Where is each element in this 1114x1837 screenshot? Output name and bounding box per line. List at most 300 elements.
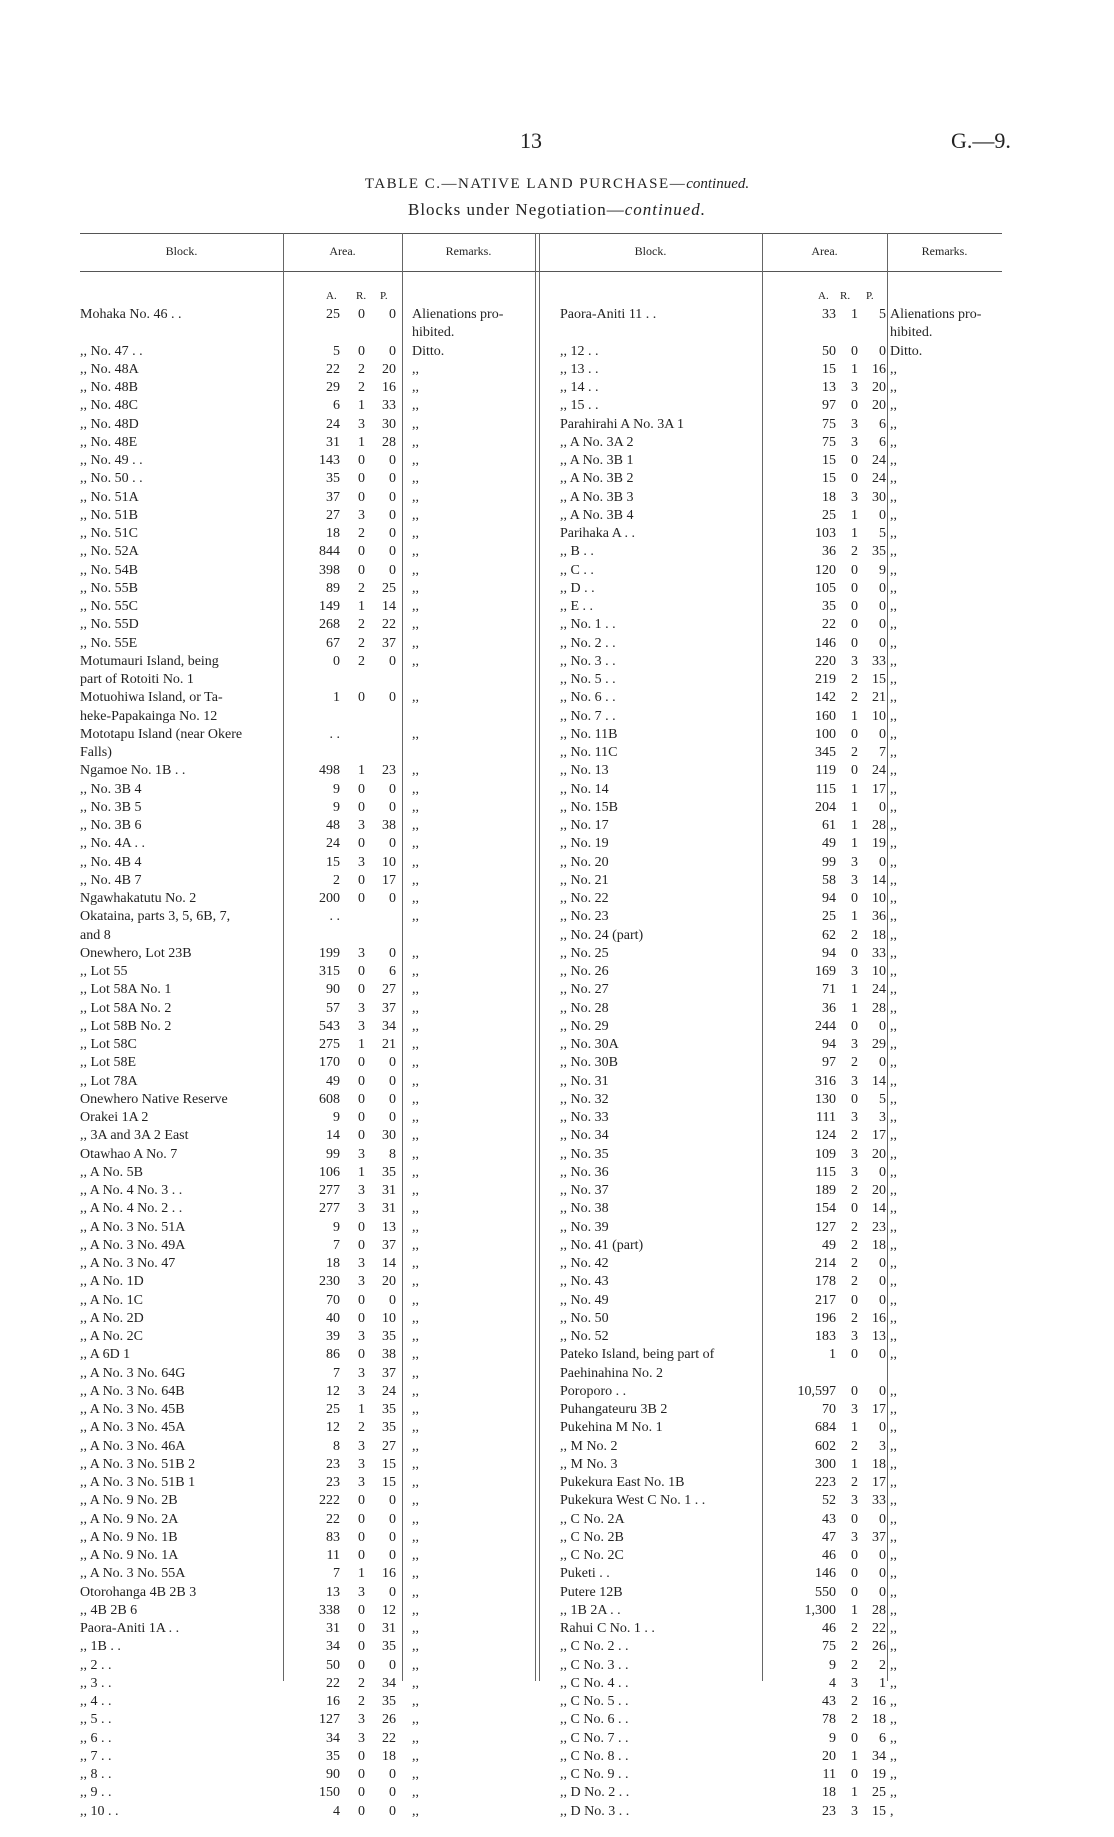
remarks-cell: ,, (412, 1219, 419, 1235)
table-row (0, 397, 540, 415)
block-cell: ,, A No. 3 No. 47 (80, 1256, 176, 1271)
roods-cell: 1 (851, 1420, 858, 1436)
table-row (540, 1620, 1114, 1638)
perches-cell: 17 (872, 781, 886, 797)
table-row (540, 324, 1114, 342)
roods-cell: 0 (358, 1785, 365, 1801)
remarks-cell: ,, (890, 1456, 897, 1472)
roods-cell: 0 (358, 544, 365, 560)
table-row (0, 653, 540, 671)
block-cell: ,, D No. 3 . . (560, 1803, 630, 1819)
acres-cell: 154 (815, 1201, 836, 1217)
block-cell: ,, C No. 8 . . (560, 1748, 629, 1764)
acres-cell: . . (329, 726, 340, 742)
remarks-cell: ,, (890, 1055, 897, 1071)
perches-cell: 0 (389, 1785, 396, 1801)
roods-cell: 2 (358, 361, 365, 377)
table-row (0, 1711, 540, 1729)
table-row (540, 799, 1114, 817)
remarks-cell: ,, (890, 781, 897, 797)
roods-cell: 0 (851, 635, 858, 651)
roods-cell: 3 (358, 1183, 365, 1198)
perches-cell: 29 (872, 1037, 886, 1052)
table-row (540, 1748, 1114, 1766)
acres-cell: 14 (326, 1128, 340, 1144)
perches-cell: 17 (872, 1128, 886, 1144)
perches-cell: 33 (382, 398, 396, 414)
acres-cell: 99 (822, 854, 836, 870)
roods-cell: 3 (358, 1329, 365, 1344)
roods-cell: 0 (851, 1292, 858, 1308)
block-cell: Onewhero Native Reserve (80, 1091, 228, 1107)
table-row (540, 1492, 1114, 1510)
acres-cell: 47 (822, 1529, 836, 1545)
remarks-cell: ,, (412, 1639, 419, 1655)
acres-cell: 120 (815, 562, 836, 578)
perches-cell: 24 (872, 471, 886, 487)
acres-cell: 24 (326, 836, 340, 852)
remarks-cell: ,, (890, 1785, 897, 1801)
table-row (0, 525, 540, 543)
block-cell: ,, No. 35 (560, 1146, 609, 1162)
acres-cell: 31 (326, 1621, 340, 1636)
table-title (0, 176, 1114, 193)
table-row (0, 470, 540, 488)
perches-cell: 30 (382, 1128, 396, 1144)
block-cell: ,, No. 30B (560, 1055, 618, 1071)
perches-cell: 0 (389, 489, 396, 505)
block-cell: ,, No. 13 (560, 763, 609, 779)
remarks-cell: ,, (412, 799, 419, 815)
acres-cell: 230 (319, 1274, 340, 1290)
table-row (540, 1255, 1114, 1273)
table-row (540, 379, 1114, 397)
remarks-cell: ,, (890, 617, 897, 633)
block-cell: ,, A No. 3 No. 51A (80, 1219, 186, 1235)
remarks-cell: ,, (412, 1493, 419, 1509)
perches-cell: 14 (872, 1073, 886, 1089)
block-cell: ,, 6 . . (80, 1730, 112, 1746)
block-cell: ,, No. 55C (80, 599, 138, 614)
remarks-cell: ,, (890, 453, 897, 468)
roods-cell: 2 (851, 1183, 858, 1198)
acres-cell: 189 (815, 1183, 836, 1198)
perches-cell: 23 (872, 1219, 886, 1235)
table-row (0, 452, 540, 470)
block-cell: ,, A No. 1D (80, 1274, 144, 1290)
block-cell: ,, Lot 58E (80, 1055, 136, 1071)
perches-cell: 0 (389, 653, 396, 669)
perches-cell: 0 (389, 1584, 396, 1600)
remarks-cell: ,, (890, 799, 897, 815)
block-cell: ,, A No. 3B 2 (560, 471, 634, 487)
perches-cell: 0 (879, 1383, 886, 1399)
remarks-cell: ,, (412, 1237, 419, 1253)
block-cell: ,, No. 27 (560, 982, 609, 998)
acres-cell: 97 (822, 398, 836, 414)
remarks-cell: ,, (412, 1675, 419, 1691)
roods-cell: 3 (358, 1146, 365, 1162)
table-row (0, 890, 540, 908)
roods-cell: 2 (358, 1675, 365, 1691)
table-row (540, 1000, 1114, 1018)
roods-cell: 3 (358, 1475, 365, 1490)
perches-cell: 0 (389, 836, 396, 852)
roods-cell: 2 (851, 672, 858, 687)
remarks-cell: ,, (412, 416, 419, 432)
perches-cell: 22 (872, 1621, 886, 1636)
remarks-cell: ,, (890, 1566, 897, 1582)
acres-cell: 50 (326, 1657, 340, 1673)
roods-cell: 0 (851, 1730, 858, 1746)
table-row (540, 726, 1114, 744)
remarks-cell: ,, (890, 1037, 897, 1052)
perches-cell: 0 (389, 1511, 396, 1527)
perches-cell: 18 (382, 1748, 396, 1764)
acres-cell: 70 (326, 1292, 340, 1308)
block-cell: ,, 3A and 3A 2 East (80, 1128, 189, 1144)
roods-cell: 2 (851, 1621, 858, 1636)
acres-cell: 58 (822, 872, 836, 888)
perches-cell: 22 (382, 1730, 396, 1746)
perches-cell: 0 (389, 544, 396, 560)
perches-cell: 28 (382, 434, 396, 450)
perches-cell: 20 (382, 361, 396, 377)
roods-cell: 2 (851, 1219, 858, 1235)
table-row (0, 817, 540, 835)
block-cell: ,, A No. 2C (80, 1329, 144, 1344)
block-cell: ,, A No. 3B 1 (560, 453, 634, 468)
roods-cell: 0 (358, 891, 365, 906)
roods-cell: 1 (851, 1602, 858, 1618)
remarks-cell: ,, (412, 398, 419, 414)
block-cell: ,, 4B 2B 6 (80, 1602, 138, 1618)
roods-cell: 1 (851, 507, 858, 523)
perches-cell: 2 (879, 1657, 886, 1673)
acres-cell: 217 (815, 1292, 836, 1308)
block-cell: ,, No. 49 . . (80, 453, 143, 468)
table-row (0, 1310, 540, 1328)
block-cell: ,, C No. 2C (560, 1548, 624, 1563)
block-cell: ,, No. 21 (560, 872, 609, 888)
acres-cell: 12 (326, 1420, 340, 1436)
remarks-cell: Ditto. (412, 343, 445, 359)
remarks-cell: ,, (890, 507, 897, 523)
table-row (540, 1200, 1114, 1218)
acres-cell: 94 (822, 891, 836, 906)
block-cell: ,, A No. 3 No. 51B 2 (80, 1456, 196, 1472)
perches-cell: 21 (872, 690, 886, 706)
block-cell: Pateko Island, being part of (560, 1347, 715, 1363)
acres-cell: 15 (822, 471, 836, 487)
acres-cell: 50 (822, 343, 836, 359)
remarks-cell: ,, (412, 781, 419, 797)
block-cell: Motuohiwa Island, or Ta- (80, 690, 223, 706)
acres-cell: 268 (319, 617, 340, 633)
block-cell: ,, 10 . . (80, 1803, 119, 1819)
block-cell: ,, A No. 9 No. 2B (80, 1493, 178, 1509)
remarks-cell: ,, (890, 726, 897, 742)
remarks-cell: ,, (412, 361, 419, 377)
table-row (540, 1146, 1114, 1164)
header-remarks-left: Remarks. (445, 244, 492, 258)
roods-cell: 1 (851, 982, 858, 998)
table-row (0, 835, 540, 853)
table-subtitle (0, 200, 1114, 220)
roods-cell: 3 (851, 1164, 858, 1180)
table-row (0, 1529, 540, 1547)
series-code: G.—9. (951, 128, 1011, 153)
roods-cell: 3 (851, 1493, 858, 1509)
acres-cell: 7 (333, 1365, 340, 1381)
perches-cell: 38 (382, 818, 396, 833)
roods-cell: 3 (851, 380, 858, 395)
remarks-cell: ,, (412, 1621, 419, 1636)
remarks-cell: ,, (890, 945, 897, 961)
perches-cell: 35 (382, 1694, 396, 1709)
roods-cell: 0 (851, 471, 858, 487)
roods-cell: 0 (358, 307, 365, 322)
remarks-cell: ,, (412, 653, 419, 669)
remarks-cell: ,, (412, 453, 419, 468)
table-row (540, 1766, 1114, 1784)
acres-cell: 9 (829, 1730, 836, 1746)
table-row (0, 945, 540, 963)
remarks-cell: ,, (890, 416, 897, 432)
table-row (540, 543, 1114, 561)
perches-cell: 0 (879, 854, 886, 870)
table-row (540, 1584, 1114, 1602)
table-row (0, 1164, 540, 1182)
perches-cell: 33 (872, 653, 886, 669)
acres-cell: 29 (326, 380, 340, 395)
remarks-cell: ,, (890, 745, 897, 760)
table-row (540, 1511, 1114, 1529)
perches-cell: 0 (879, 1256, 886, 1271)
perches-cell: 18 (872, 1456, 886, 1472)
perches-cell: 10 (382, 854, 396, 870)
table-row (540, 781, 1114, 799)
acres-cell: 146 (815, 1566, 836, 1582)
block-cell: ,, 1B 2A . . (560, 1602, 621, 1618)
roods-cell: 3 (851, 964, 858, 979)
perches-cell: 33 (872, 1493, 886, 1509)
table-row (540, 1675, 1114, 1693)
table-row (0, 361, 540, 379)
remarks-cell: ,, (412, 1146, 419, 1162)
remarks-cell: ,, (412, 1475, 419, 1490)
roods-cell: 0 (358, 1128, 365, 1144)
roods-cell: 3 (358, 1256, 365, 1271)
acres-cell: 127 (815, 1219, 836, 1235)
block-cell: ,, Lot 58C (80, 1037, 137, 1052)
remarks-cell: ,, (890, 398, 897, 414)
remarks-cell: ,, (890, 361, 897, 377)
roods-cell: 0 (358, 982, 365, 998)
acres-cell: 49 (822, 836, 836, 852)
remarks-cell: , (890, 1803, 894, 1819)
perches-cell: 25 (382, 580, 396, 596)
table-row (540, 1091, 1114, 1109)
table-row (0, 1419, 540, 1437)
remarks-cell: ,, (412, 562, 419, 578)
block-cell: ,, 1B . . (80, 1639, 121, 1655)
perches-cell: 15 (382, 1475, 396, 1490)
remarks-cell: ,, (890, 1164, 897, 1180)
table-row (0, 1073, 540, 1091)
acres-cell: 9 (333, 781, 340, 797)
block-cell: ,, No. 51A (80, 489, 139, 505)
table-subtitle-main: Blocks under Negotiation— (408, 200, 625, 219)
perches-cell: 18 (872, 1712, 886, 1728)
remarks-cell: hibited. (412, 325, 455, 341)
roods-cell: 2 (358, 526, 365, 541)
remarks-cell: ,, (890, 1493, 897, 1509)
roods-cell: 2 (851, 1274, 858, 1290)
acres-cell: 13 (822, 380, 836, 395)
block-cell: ,, No. 31 (560, 1073, 609, 1089)
table-row (540, 1237, 1114, 1255)
perches-cell: 6 (389, 964, 396, 979)
acres-cell: 83 (326, 1529, 340, 1545)
block-cell: ,, A No. 3 No. 45A (80, 1420, 186, 1436)
block-cell: ,, 13 . . (560, 361, 599, 377)
remarks-cell: ,, (412, 1329, 419, 1344)
acres-cell: 150 (319, 1785, 340, 1801)
acres-cell: 160 (815, 708, 836, 724)
acres-cell: 300 (815, 1456, 836, 1472)
block-cell: ,, No. 55B (80, 580, 138, 596)
perches-cell: 12 (382, 1602, 396, 1618)
block-cell: and 8 (80, 927, 111, 943)
perches-cell: 37 (382, 1365, 396, 1381)
perches-cell: 3 (879, 1438, 886, 1454)
acres-cell: 97 (822, 1055, 836, 1071)
perches-cell: 10 (872, 964, 886, 979)
roods-cell: 0 (358, 1493, 365, 1509)
table-row (0, 854, 540, 872)
table-row (0, 1255, 540, 1273)
acres-cell: 219 (815, 672, 836, 687)
table-row (540, 452, 1114, 470)
block-cell: ,, No. 43 (560, 1274, 609, 1290)
block-cell: part of Rotoiti No. 1 (80, 672, 194, 687)
block-cell: ,, A No. 1C (80, 1292, 144, 1308)
perches-cell: 27 (382, 1438, 396, 1454)
units-roods-left: R. (356, 290, 367, 302)
block-cell: ,, A No. 9 No. 1A (80, 1548, 179, 1563)
table-row (0, 1657, 540, 1675)
block-cell: ,, C No. 4 . . (560, 1675, 629, 1691)
table-row (540, 1730, 1114, 1748)
table-row (540, 1109, 1114, 1127)
block-cell: ,, A No. 9 No. 2A (80, 1511, 179, 1527)
table-row (0, 1328, 540, 1346)
remarks-cell: ,, (412, 1511, 419, 1527)
block-cell: ,, No. 11B (560, 726, 618, 742)
perches-cell: 28 (872, 818, 886, 833)
perches-cell: 0 (389, 507, 396, 523)
block-cell: Putere 12B (560, 1584, 623, 1600)
acres-cell: 46 (822, 1548, 836, 1563)
table-row (0, 1018, 540, 1036)
block-cell: ,, A No. 3 No. 51B 1 (80, 1475, 196, 1490)
roods-cell: 0 (358, 471, 365, 487)
block-cell: ,, No. 5 . . (560, 672, 616, 687)
acres-cell: 543 (319, 1018, 340, 1034)
acres-cell: 338 (319, 1602, 340, 1618)
acres-cell: 275 (319, 1037, 340, 1052)
perches-cell: 30 (872, 489, 886, 505)
roods-cell: 0 (358, 1073, 365, 1089)
perches-cell: 0 (879, 726, 886, 742)
block-cell: ,, M No. 3 (560, 1456, 618, 1472)
acres-cell: 62 (822, 927, 836, 943)
acres-cell: 34 (326, 1639, 340, 1655)
perches-cell: 0 (879, 1511, 886, 1527)
block-cell: ,, No. 1 . . (560, 617, 616, 633)
perches-cell: 8 (389, 1146, 396, 1162)
remarks-cell: ,, (412, 1767, 419, 1782)
perches-cell: 31 (382, 1183, 396, 1198)
table-row (0, 1638, 540, 1656)
acres-cell: 2 (333, 872, 340, 888)
block-cell: ,, No. 23 (560, 909, 609, 925)
acres-cell: 146 (815, 635, 836, 651)
acres-cell: 75 (822, 1639, 836, 1655)
roods-cell: 0 (358, 836, 365, 852)
remarks-cell: ,, (412, 1292, 419, 1308)
acres-cell: 199 (319, 945, 340, 961)
block-cell: Pukekura East No. 1B (560, 1475, 685, 1490)
table-row (0, 507, 540, 525)
acres-cell: 7 (333, 1237, 340, 1253)
acres-cell: 25 (822, 909, 836, 925)
block-cell: ,, No. 48D (80, 416, 139, 432)
remarks-cell: ,, (412, 1730, 419, 1746)
block-cell: ,, A No. 4 No. 3 . . (80, 1183, 183, 1198)
acres-cell: 6 (333, 398, 340, 414)
table-row (540, 598, 1114, 616)
table-row (540, 1657, 1114, 1675)
roods-cell: 1 (358, 763, 365, 779)
acres-cell: 9 (333, 1219, 340, 1235)
acres-cell: 25 (822, 507, 836, 523)
table-row (0, 726, 540, 744)
perches-cell: 0 (389, 343, 396, 359)
perches-cell: 30 (382, 416, 396, 432)
remarks-cell: ,, (890, 1310, 897, 1326)
perches-cell: 34 (382, 1018, 396, 1034)
table-row (0, 872, 540, 890)
block-cell: ,, No. 20 (560, 854, 609, 870)
roods-cell: 2 (851, 1712, 858, 1728)
block-cell: ,, D . . (560, 580, 595, 596)
roods-cell: 2 (851, 1055, 858, 1071)
roods-cell: 3 (358, 818, 365, 833)
roods-cell: 3 (851, 1110, 858, 1125)
block-cell: ,, 7 . . (80, 1748, 112, 1764)
block-cell: Otorohanga 4B 2B 3 (80, 1584, 197, 1600)
table-row (540, 1365, 1114, 1383)
perches-cell: 0 (389, 526, 396, 541)
remarks-cell: ,, (412, 1274, 419, 1290)
remarks-cell: ,, (412, 945, 419, 961)
roods-cell: 0 (358, 690, 365, 706)
acres-cell: 316 (815, 1073, 836, 1089)
remarks-cell: ,, (890, 1183, 897, 1198)
acres-cell: 22 (326, 361, 340, 377)
